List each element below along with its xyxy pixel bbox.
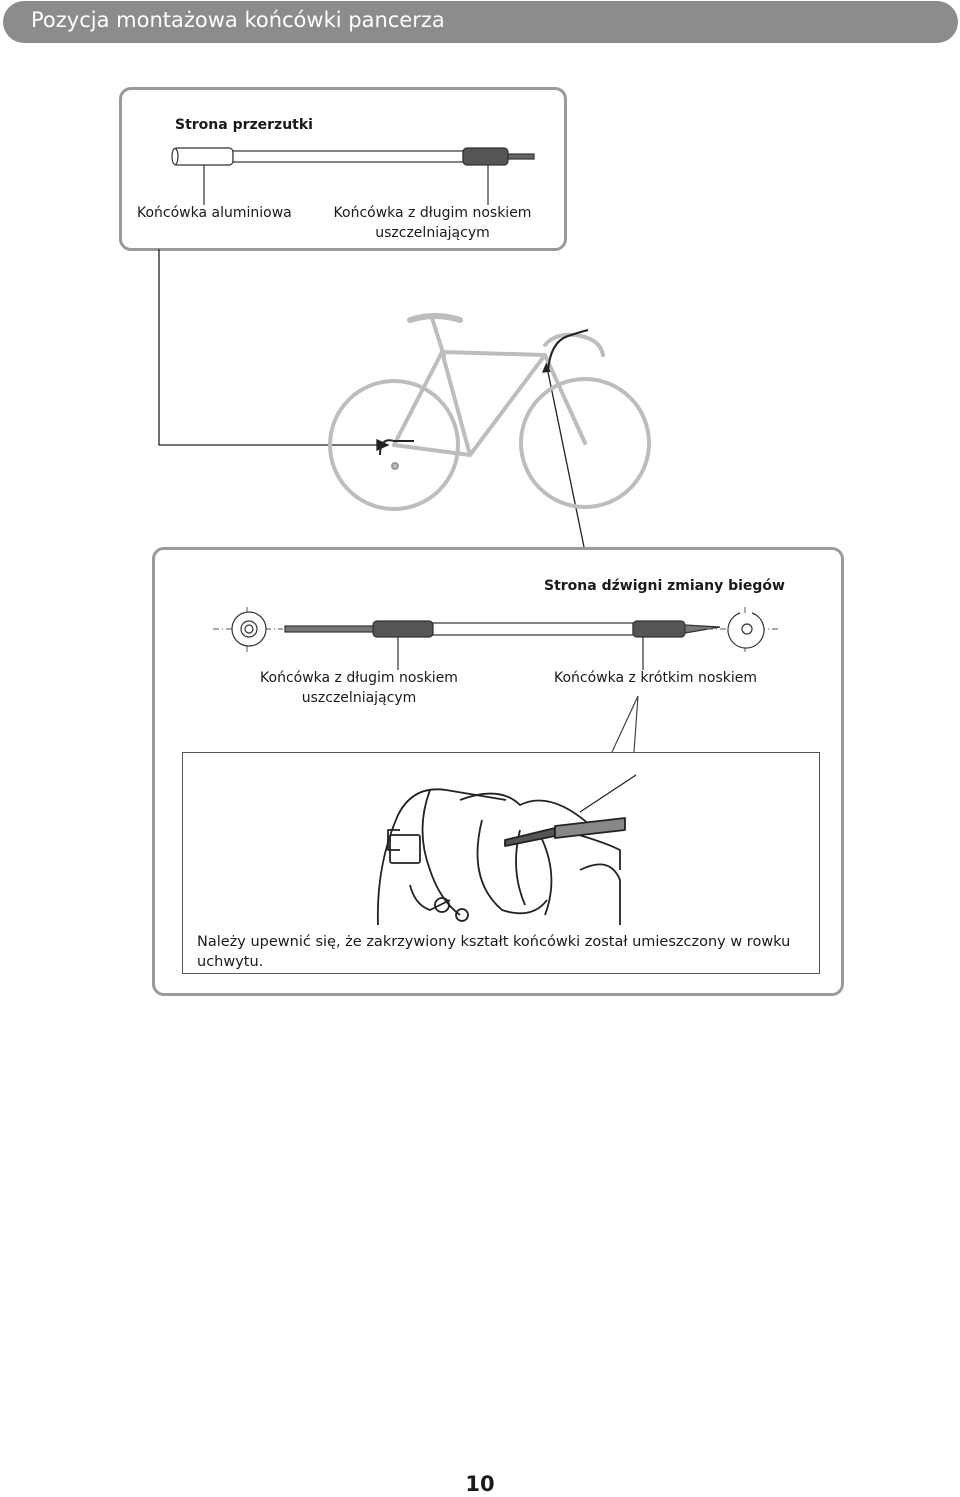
short-nose-cap-label: Końcówka z krótkim noskiem <box>554 670 757 686</box>
derailleur-cable-illustration <box>172 148 534 205</box>
aluminum-cap-label: Końcówka aluminiowa <box>137 205 292 221</box>
bicycle-illustration <box>330 316 649 509</box>
long-nose-cap-label-top: Końcówka z długim noskiem uszczelniającym <box>333 205 532 241</box>
derailleur-side-title: Strona przerzutki <box>175 117 313 133</box>
callout-pointer <box>612 696 638 752</box>
page-title: Pozycja montażowa końcówki pancerza <box>31 8 445 32</box>
long-nose-cap-label-bottom: Końcówka z długim noskiem uszczelniającym <box>260 670 458 706</box>
lever-cable-illustration <box>213 607 780 670</box>
lever-detail-illustration <box>378 775 636 925</box>
installation-note: Należy upewnić się, że zakrzywiony kształt końcówki został umieszczony w rowku uchwytu. <box>197 934 791 970</box>
lever-side-title: Strona dźwigni zmiany biegów <box>544 578 785 594</box>
page-number: 10 <box>465 1472 495 1496</box>
connector-lines <box>159 249 584 547</box>
